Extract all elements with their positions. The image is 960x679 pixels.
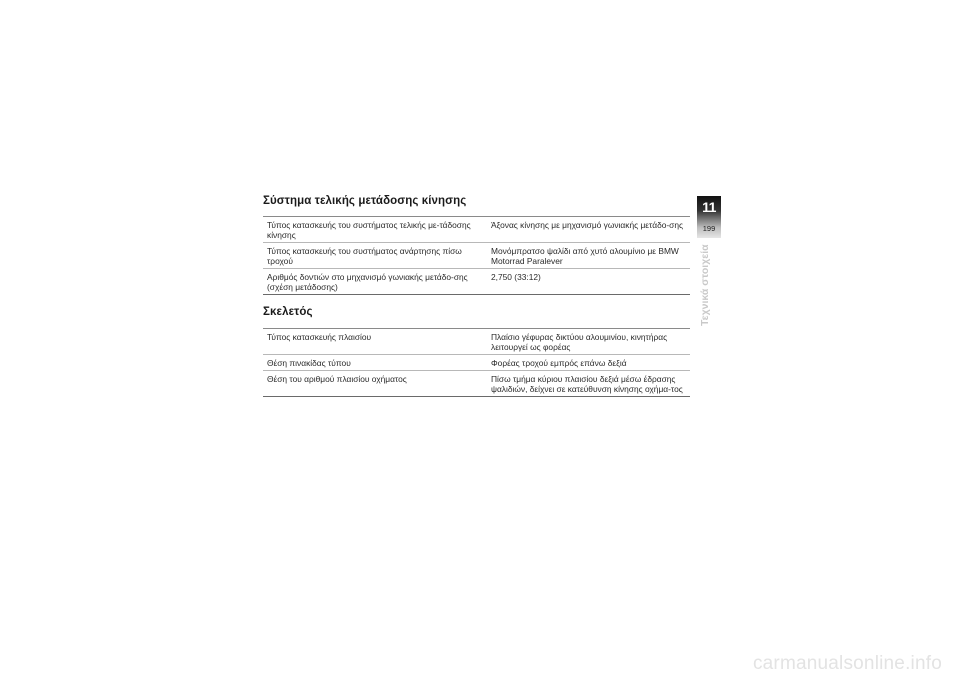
row-label: Τύπος κατασκευής πλαισίου	[267, 332, 372, 342]
frame-table	[263, 329, 690, 397]
table-row	[263, 371, 690, 397]
row-label: Τύπος κατασκευής του συστήματος τελικής με-τάδοσης κίνησης	[267, 220, 471, 240]
row-value: Μονόμπρατσο ψαλίδι από χυτό αλουμίνιο με BMW Motorrad Paralever	[491, 246, 679, 266]
page-number: 199	[702, 224, 716, 233]
row-value: Πλαίσιο γέφυρας δικτύου αλουμινίου, κινητήρας λειτουργεί ως φορέας	[491, 332, 668, 352]
section-title-final-drive: Σύστημα τελικής μετάδοσης κίνησης	[263, 195, 690, 217]
table-row	[263, 243, 690, 269]
row-label: Τύπος κατασκευής του συστήματος ανάρτησης πίσω τροχού	[267, 246, 462, 266]
row-value: Άξονας κίνησης με μηχανισμό γωνιακής μετάδο-σης	[491, 220, 684, 230]
chapter-number: 11	[702, 199, 716, 215]
page-content	[263, 195, 690, 397]
table-row	[263, 355, 690, 371]
row-label: Αριθμός δοντιών στο μηχανισμό γωνιακής μετάδο-σης (σχέση μετάδοσης)	[267, 272, 468, 292]
row-value: Φορέας τροχού εμπρός επάνω δεξιά	[491, 358, 627, 368]
row-value: 2,750 (33:12)	[491, 272, 541, 282]
section-title-frame: Σκελετός	[263, 306, 690, 329]
chapter-tab	[697, 196, 721, 238]
row-value: Πίσω τμήμα κύριου πλαισίου δεξιά μέσω έδρασης ψαλιδιών, δείχνει σε κατεύθυνση κίνησης οχήμα-τος	[491, 374, 683, 394]
table-row	[263, 217, 690, 243]
final-drive-table	[263, 217, 690, 295]
chapter-side-title: Τεχνικά στοιχεία	[699, 244, 711, 326]
row-label: Θέση του αριθμού πλαισίου οχήματος	[267, 374, 407, 384]
watermark: carmanualsonline.info	[752, 653, 942, 674]
row-label: Θέση πινακίδας τύπου	[267, 358, 351, 368]
table-row	[263, 269, 690, 295]
table-row	[263, 329, 690, 355]
